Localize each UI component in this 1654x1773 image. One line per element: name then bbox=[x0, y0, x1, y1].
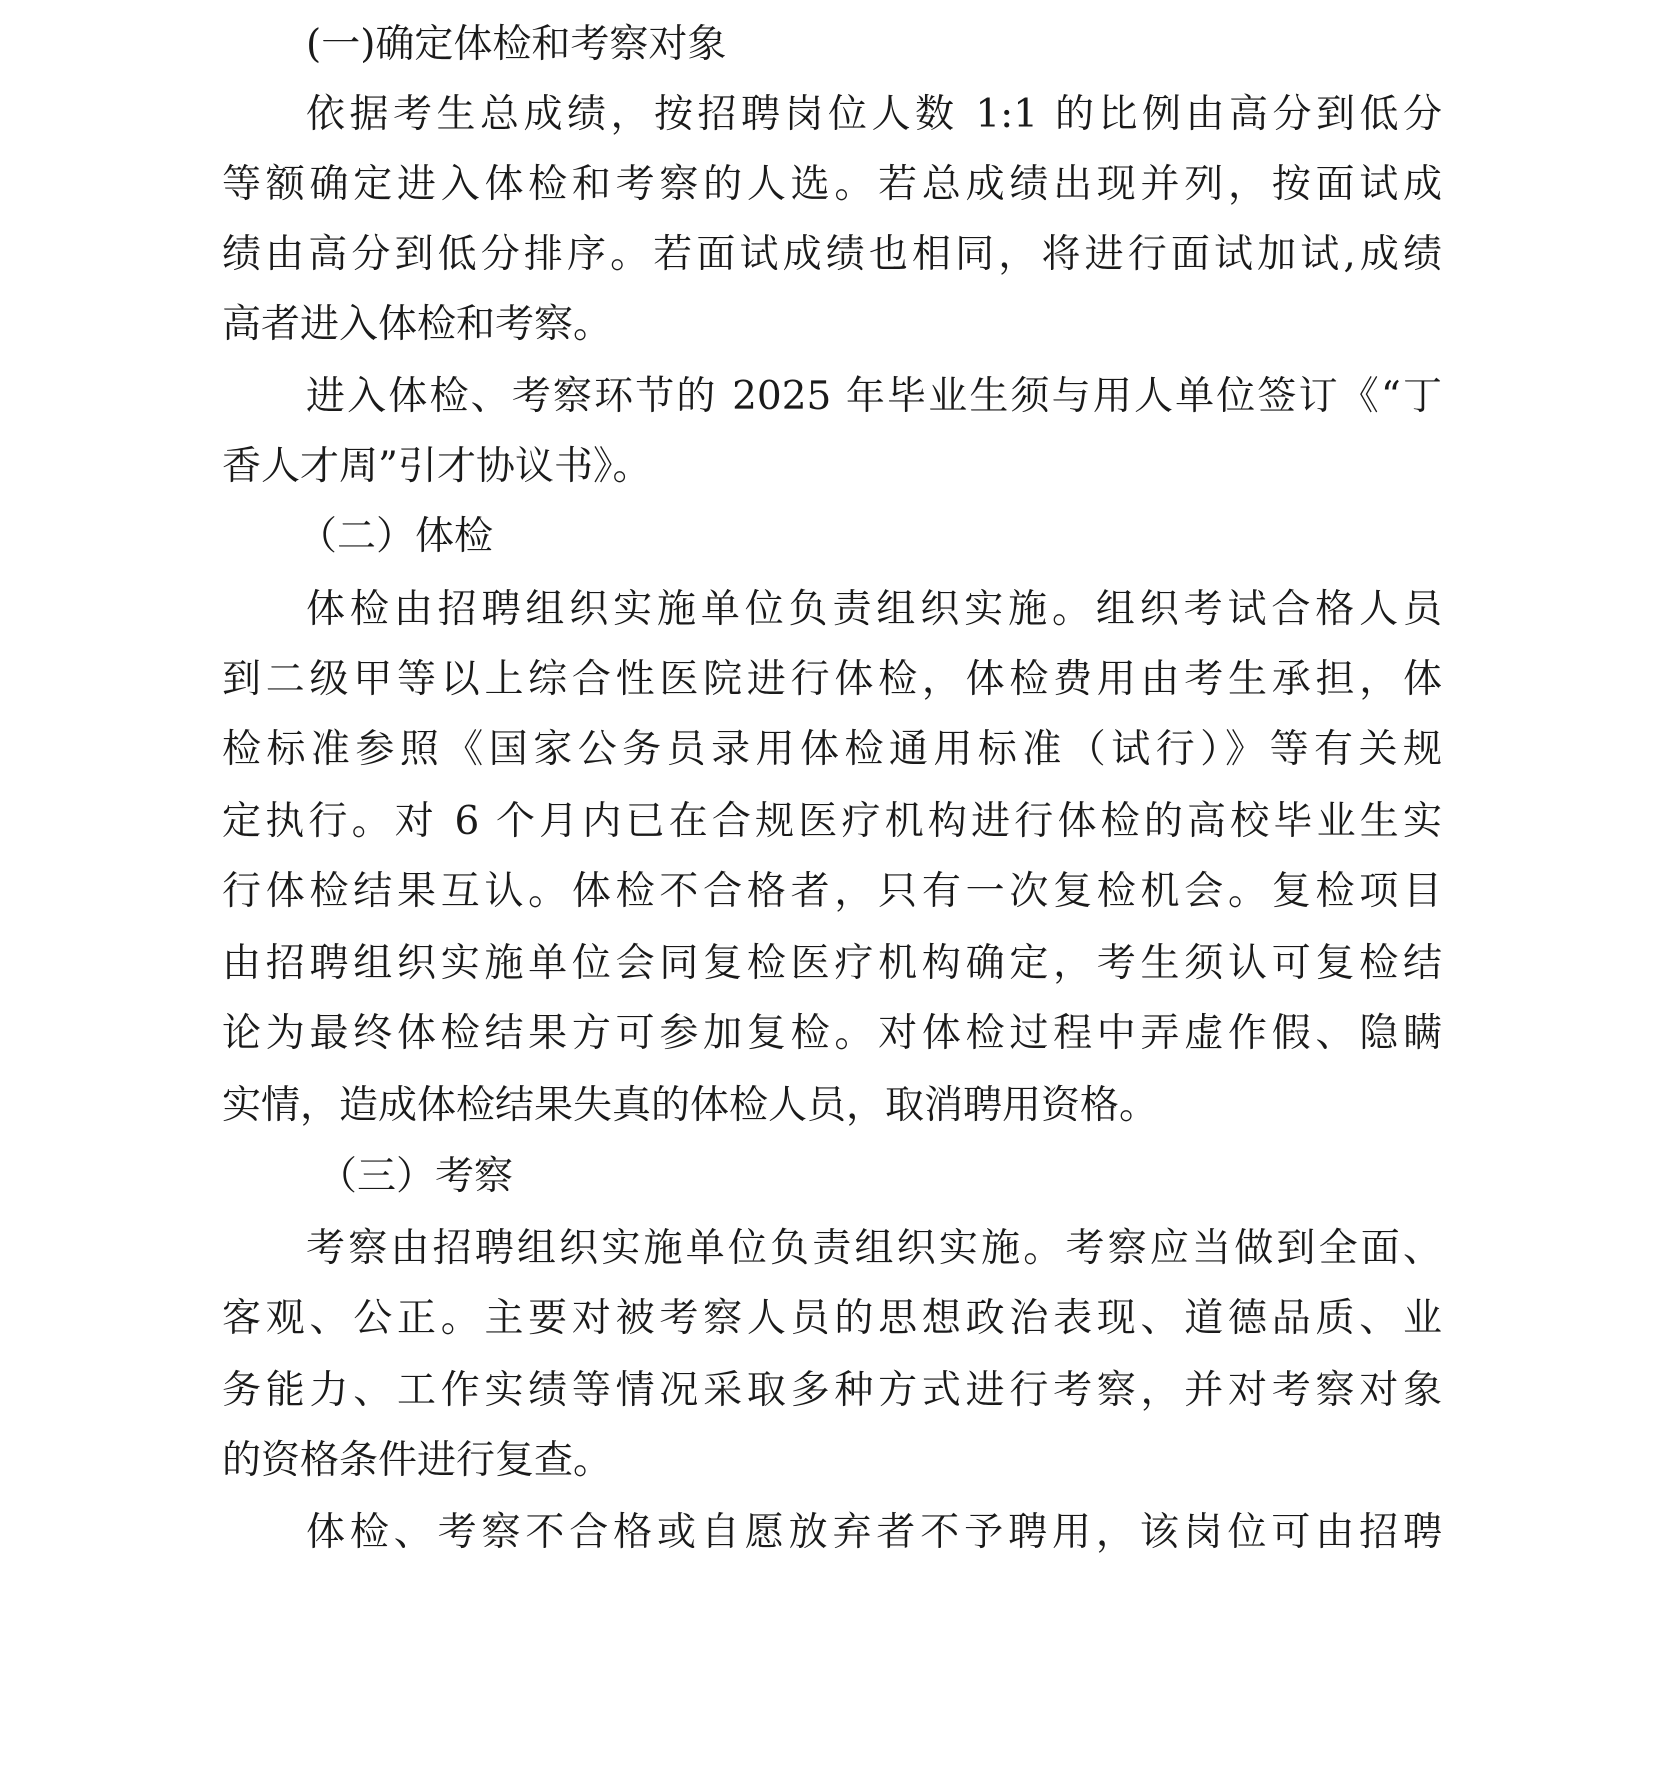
paragraph-line: 体检由招聘组织实施单位负责组织实施。组织考试合格人员 bbox=[306, 587, 1442, 632]
paragraph-line: 考察由招聘组织实施单位负责组织实施。考察应当做到全面、 bbox=[306, 1226, 1442, 1271]
paragraph-line: 论为最终体检结果方可参加复检。对体检过程中弄虚作假、隐瞒 bbox=[222, 1011, 1442, 1056]
paragraph-line: 客观、公正。主要对被考察人员的思想政治表现、道德品质、业 bbox=[222, 1296, 1442, 1341]
paragraph-line: 定执行。对 6 个月内已在合规医疗机构进行体检的高校毕业生实 bbox=[222, 799, 1442, 844]
paragraph-line: 香人才周”引才协议书》。 bbox=[222, 444, 652, 489]
paragraph-line: 进入体检、考察环节的 2025 年毕业生须与用人单位签订《“丁 bbox=[306, 374, 1442, 419]
paragraph-line: 检标准参照《国家公务员录用体检通用标准（试行）》等有关规 bbox=[222, 727, 1442, 772]
section-heading-3: （三）考察 bbox=[318, 1154, 514, 1199]
paragraph-line: 高者进入体检和考察。 bbox=[222, 302, 613, 347]
paragraph-line: 由招聘组织实施单位会同复检医疗机构确定，考生须认可复检结 bbox=[222, 941, 1442, 986]
paragraph-line: 等额确定进入体检和考察的人选。若总成绩出现并列，按面试成 bbox=[222, 162, 1442, 207]
paragraph-line: 的资格条件进行复查。 bbox=[222, 1438, 613, 1483]
paragraph-line: 实情，造成体检结果失真的体检人员，取消聘用资格。 bbox=[222, 1083, 1159, 1128]
paragraph-line: 行体检结果互认。体检不合格者，只有一次复检机会。复检项目 bbox=[222, 869, 1442, 914]
paragraph-line: 绩由高分到低分排序。若面试成绩也相同，将进行面试加试,成绩 bbox=[222, 232, 1442, 277]
section-heading-1: (一)确定体检和考察对象 bbox=[306, 22, 727, 67]
paragraph-line: 体检、考察不合格或自愿放弃者不予聘用，该岗位可由招聘 bbox=[306, 1510, 1442, 1555]
paragraph-line: 到二级甲等以上综合性医院进行体检，体检费用由考生承担，体 bbox=[222, 657, 1442, 702]
paragraph-line: 依据考生总成绩，按招聘岗位人数 1:1 的比例由高分到低分 bbox=[306, 92, 1442, 137]
paragraph-line: 务能力、工作实绩等情况采取多种方式进行考察，并对考察对象 bbox=[222, 1368, 1442, 1413]
section-heading-2: （二）体检 bbox=[298, 514, 494, 559]
